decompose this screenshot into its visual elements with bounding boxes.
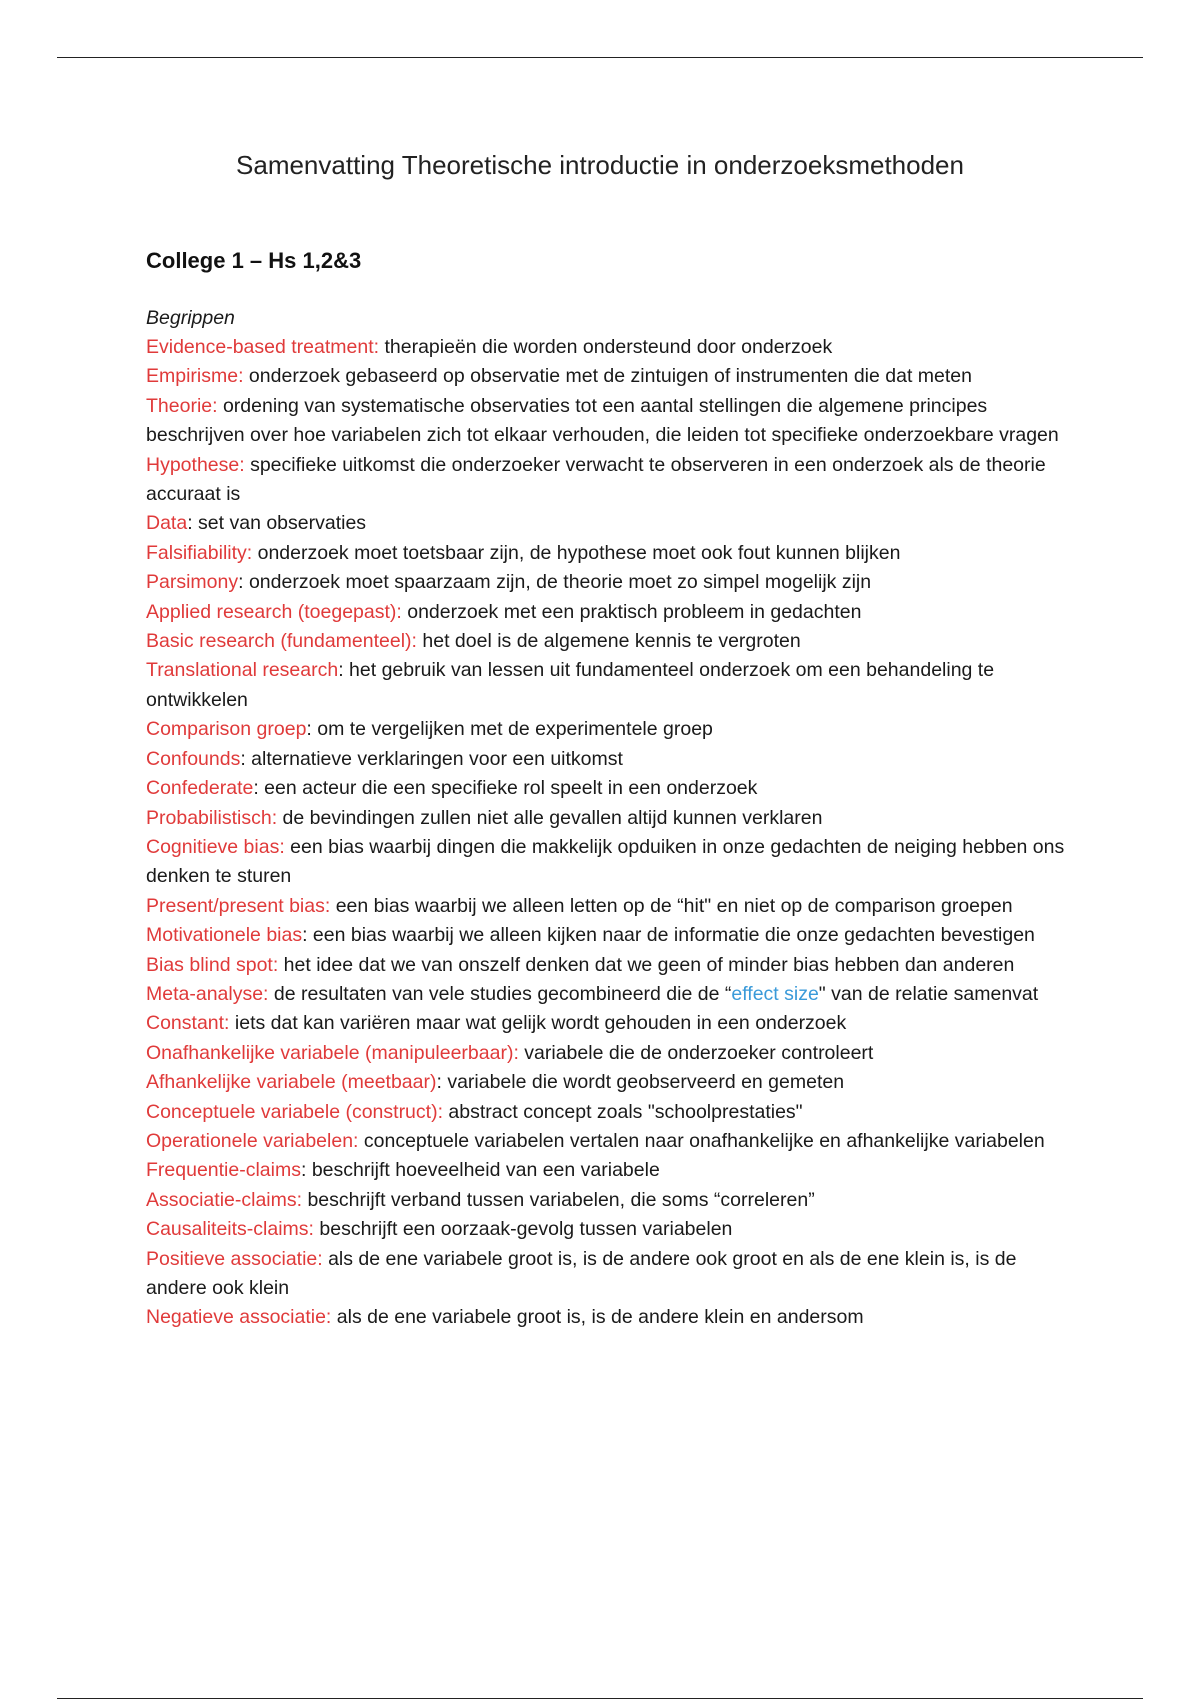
glossary-entry: [146, 1303, 1076, 1332]
glossary-entry: [146, 656, 1076, 715]
glossary-definition: ordening van systematische observaties tot een aantal stellingen die algemene principes beschrijven over hoe variabelen zich tot elkaar verhouden, die leiden tot specifieke onderzoekbare vragen: [146, 394, 1059, 447]
glossary-entry: [146, 715, 1076, 744]
glossary-term: Bias blind spot:: [146, 953, 279, 976]
glossary-definition: onderzoek moet toetsbaar zijn, de hypothese moet ook fout kunnen blijken: [252, 541, 901, 564]
glossary-definition: specifieke uitkomst die onderzoeker verwacht te observeren in een onderzoek als de theorie accuraat is: [146, 453, 1046, 506]
glossary-term: Onafhankelijke variabele (manipuleerbaar):: [146, 1041, 519, 1064]
footer-rule: [57, 1698, 1143, 1699]
glossary-entry: [146, 774, 1076, 803]
glossary-highlight: effect size: [731, 982, 819, 1005]
glossary-term: Constant:: [146, 1012, 230, 1035]
glossary-term: Theorie:: [146, 394, 218, 417]
glossary-definition: de bevindingen zullen niet alle gevallen altijd kunnen verklaren: [277, 806, 823, 829]
glossary-definition: : om te vergelijken met de experimentele groep: [306, 718, 713, 741]
glossary-term: Parsimony: [146, 571, 239, 594]
glossary-term: Confounds: [146, 747, 241, 770]
glossary-entry: [146, 568, 1076, 597]
glossary-entry: [146, 539, 1076, 568]
glossary-term: Negatieve associatie:: [146, 1306, 332, 1329]
glossary-entry: [146, 1156, 1076, 1185]
glossary-term: Frequentie-claims: [146, 1159, 301, 1182]
glossary-entry: [146, 1098, 1076, 1127]
glossary-term: Positieve associatie:: [146, 1247, 323, 1270]
glossary-entry: [146, 598, 1076, 627]
header-rule: [57, 57, 1143, 58]
glossary-definition: variabele die de onderzoeker controleert: [518, 1041, 874, 1064]
glossary-entry: [146, 892, 1076, 921]
glossary-term: Operationele variabelen:: [146, 1129, 359, 1152]
glossary-definition: : set van observaties: [187, 512, 367, 535]
glossary-definition: onderzoek gebaseerd op observatie met de zintuigen of instrumenten die dat meten: [243, 365, 972, 388]
glossary-definition: : een acteur die een specifieke rol speelt in een onderzoek: [253, 777, 758, 800]
glossary-definition: de resultaten van vele studies gecombineerd die de “: [268, 982, 732, 1005]
glossary-entry: [146, 1039, 1076, 1068]
glossary-entry: [146, 627, 1076, 656]
glossary-entry: [146, 392, 1076, 451]
glossary-entry: [146, 451, 1076, 510]
glossary-entry: [146, 362, 1076, 391]
glossary-entry: [146, 745, 1076, 774]
document-body: [146, 244, 1076, 1333]
glossary-term: Conceptuele variabele (construct):: [146, 1100, 443, 1123]
glossary-definition: : een bias waarbij we alleen kijken naar de informatie die onze gedachten bevestigen: [302, 924, 1035, 947]
glossary-term: Applied research (toegepast):: [146, 600, 402, 623]
glossary-term: Confederate: [146, 777, 254, 800]
glossary-definition: conceptuele variabelen vertalen naar onafhankelijke en afhankelijke variabelen: [358, 1129, 1045, 1152]
glossary-definition: iets dat kan variëren maar wat gelijk wordt gehouden in een onderzoek: [229, 1012, 847, 1035]
glossary-definition-continued: " van de relatie samenvat: [818, 982, 1039, 1005]
glossary-entry: [146, 980, 1076, 1009]
glossary-definition: onderzoek met een praktisch probleem in gedachten: [401, 600, 862, 623]
glossary-entry: [146, 1127, 1076, 1156]
college-heading: College 1 – Hs 1,2&3: [146, 248, 362, 273]
glossary-definition: : alternatieve verklaringen voor een uitkomst: [240, 747, 623, 770]
glossary-term: Empirisme:: [146, 365, 244, 388]
glossary-entry: [146, 1068, 1076, 1097]
glossary-definition: beschrijft een oorzaak-gevolg tussen variabelen: [313, 1218, 733, 1241]
glossary-definition: therapieën die worden ondersteund door onderzoek: [379, 336, 833, 358]
glossary-definition: beschrijft verband tussen variabelen, die soms “correleren”: [302, 1188, 815, 1211]
glossary-term: Falsifiability:: [146, 541, 253, 564]
glossary-term: Present/present bias:: [146, 894, 331, 917]
glossary-term: Meta-analyse:: [146, 982, 269, 1005]
glossary-term: Motivationele bias: [146, 924, 303, 947]
glossary-entry: [146, 1215, 1076, 1244]
glossary-definition: het idee dat we van onszelf denken dat we geen of minder bias hebben dan anderen: [278, 953, 1015, 976]
glossary-definition: : onderzoek moet spaarzaam zijn, de theorie moet zo simpel mogelijk zijn: [238, 571, 872, 594]
glossary-term: Hypothese:: [146, 453, 245, 476]
glossary-definition: een bias waarbij we alleen letten op de “hit" en niet op de comparison groepen: [330, 894, 1013, 917]
glossary-term: Basic research (fundamenteel):: [146, 630, 417, 653]
glossary-entry: [146, 1245, 1076, 1304]
glossary-entry: [146, 1186, 1076, 1215]
glossary-definition: : beschrijft hoeveelheid van een variabele: [300, 1159, 660, 1182]
glossary-entry: [146, 951, 1076, 980]
document-title: Samenvatting Theoretische introductie in onderzoeksmethoden: [236, 150, 964, 180]
glossary-entry: [146, 833, 1076, 892]
glossary-term: Afhankelijke variabele (meetbaar): [146, 1071, 437, 1094]
glossary-term: Data: [146, 512, 188, 535]
glossary-term: Causaliteits-claims:: [146, 1218, 314, 1241]
glossary-definition: als de ene variabele groot is, is de andere klein en andersom: [331, 1306, 864, 1329]
term-list: [146, 333, 1076, 1333]
glossary-entry: [146, 804, 1076, 833]
glossary-entry: [146, 921, 1076, 950]
glossary-definition: als de ene variabele groot is, is de andere ook groot en als de ene klein is, is de andere ook klein: [146, 1247, 1017, 1299]
glossary-definition: : het gebruik van lessen uit fundamenteel onderzoek om een behandeling te ontwikkelen: [146, 659, 995, 711]
glossary-term: Translational research: [146, 659, 339, 682]
glossary-entry: [146, 1009, 1076, 1038]
glossary-entry: [146, 333, 1076, 362]
glossary-definition: : variabele die wordt geobserveerd en gemeten: [436, 1071, 845, 1094]
glossary-term: Evidence-based treatment:: [146, 336, 380, 358]
glossary-term: Comparison groep: [146, 718, 307, 741]
section-label: Begrippen: [146, 307, 235, 329]
glossary-definition: het doel is de algemene kennis te vergroten: [416, 630, 801, 653]
glossary-term: Probabilistisch:: [146, 806, 278, 829]
glossary-term: Associatie-claims:: [146, 1188, 303, 1211]
glossary-definition: abstract concept zoals "schoolprestaties": [443, 1100, 803, 1123]
glossary-entry: [146, 509, 1076, 538]
glossary-definition: een bias waarbij dingen die makkelijk opduiken in onze gedachten de neiging hebben ons denken te sturen: [146, 835, 1065, 888]
glossary-term: Cognitieve bias:: [146, 835, 285, 858]
